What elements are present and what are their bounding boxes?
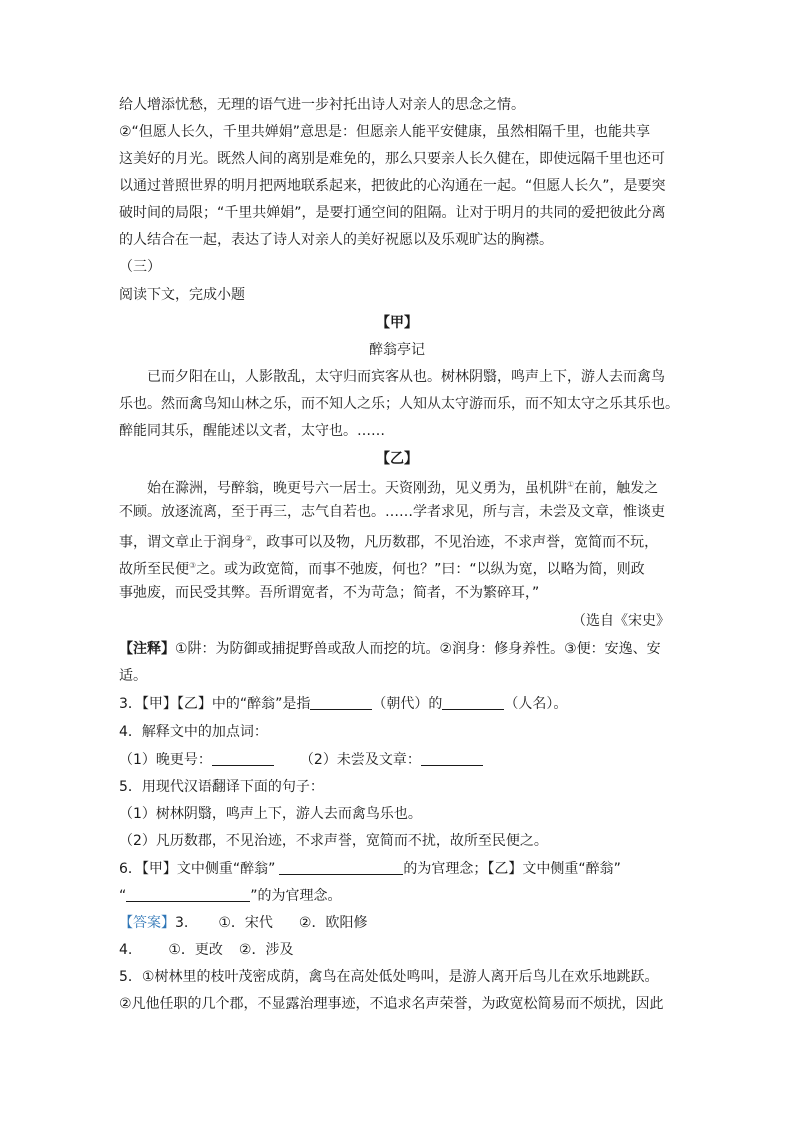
- question-6-cont: “ ”的为官理念。: [119, 888, 342, 904]
- answer-3: 【答案】3. ①．宋代 ②．欧阳修: [119, 915, 368, 931]
- answer-text-line: 这美好的月光。既然人间的离别是难免的，那么只要亲人长久健在，即使远隔千里也还可: [119, 151, 665, 167]
- passage-jia-line: 乐也。然而禽鸟知山林之乐，而不知人之乐；人知从太守游而乐，而不知太守之乐其乐也。: [119, 396, 679, 412]
- passage-yi-line: 事弛废，而民受其弊。吾所谓宽者，不为苛急；简者，不为繁碎耳，”: [119, 585, 540, 601]
- passage-yi-line: 故所至民便③之。或为政宽简，而事不弛废，何也？”曰：“以纵为宽，以略为简，则政: [119, 561, 645, 578]
- notes-label: 【注释】: [119, 641, 175, 657]
- passage-yi-line: 始在滁洲，号醉翁，晚更号六一居士。天资刚劲，见义勇为，虽机阱①在前，触发之: [147, 480, 659, 497]
- answer-blank: [279, 860, 403, 875]
- passage-jia-title: 醉翁亭记: [369, 342, 425, 358]
- passage-yi-line: 不顾。放逐流离，至于再三，志气自若也。……学者求见，所与言，未尝及文章，惟谈吏: [119, 504, 665, 520]
- passage-yi-line: 事，谓文章止于润身②，政事可以及物，凡历数郡，不见治迹，不求声誉，宽简而不玩，: [119, 534, 659, 551]
- footnote-mark: ①: [567, 480, 575, 489]
- answer-text-line: ②“但愿人长久，千里共婵娟”意思是：但愿亲人能平安健康，虽然相隔千里，也能共享: [119, 124, 651, 140]
- answer-blank: [212, 751, 274, 766]
- notes-line: 适。: [119, 668, 147, 684]
- answer-text-line: 给人增添忧愁，无理的语气进一步衬托出诗人对亲人的思念之情。: [119, 97, 525, 113]
- answer-blank: [310, 695, 372, 710]
- footnote-mark: ③: [189, 561, 197, 570]
- question-5-item: （2）凡历数郡，不见治迹，不求声誉，宽简而不扰，故所至民便之。: [119, 833, 548, 849]
- question-4: 4．解释文中的加点词：: [119, 724, 268, 740]
- question-5: 5．用现代汉语翻译下面的句子：: [119, 779, 324, 795]
- answer-5-line: 5．①树林里的枝叶茂密成荫，禽鸟在高处低处鸣叫，是游人离开后鸟儿在欢乐地跳跃。: [119, 969, 659, 985]
- answer-text-line: 的人结合在一起，表达了诗人对亲人的美好祝愿以及乐观旷达的胸襟。: [119, 232, 553, 248]
- passage-jia-line: 醉能同其乐，醒能述以文者，太守也。……: [119, 423, 385, 439]
- footnote-mark: ②: [245, 534, 253, 543]
- question-6: 6．【甲】文中侧重“醉翁” 的为官理念；【乙】文中侧重“醉翁”: [119, 861, 621, 877]
- question-5-item: （1）树林阴翳，鸣声上下，游人去而禽鸟乐也。: [119, 806, 422, 822]
- passage-source: （选自《宋史》: [572, 613, 670, 629]
- passage-jia-line: 已而夕阳在山，人影散乱，太守归而宾客从也。树林阴翳，鸣声上下，游人去而禽鸟: [147, 369, 665, 385]
- answer-text-line: 以通过普照世界的明月把两地联系起来，把彼此的心沟通在一起。“但愿人长久”，是要突: [119, 178, 666, 194]
- answer-4: 4. ①．更改 ②．涉及: [119, 942, 294, 958]
- answer-text-line: 破时间的局限；“千里共婵娟”，是要打通空间的阻隔。让对于明月的共同的爱把彼此分离: [119, 205, 666, 221]
- section-instruction: 阅读下文，完成小题: [119, 287, 245, 303]
- answer-blank: [421, 751, 483, 766]
- passage-yi-label: 【乙】: [376, 451, 418, 467]
- answer-label: 【答案】: [119, 915, 175, 931]
- answer-5-line: ②凡他任职的几个郡，不显露治理事迹，不追求名声荣誉，为政宽松简易而不烦扰，因此: [119, 996, 664, 1012]
- answer-blank: [442, 695, 504, 710]
- question-3: 3．【甲】【乙】中的“醉翁”是指 （朝代）的 （人名）。: [119, 696, 568, 712]
- answer-blank: [126, 887, 250, 902]
- passage-jia-label: 【甲】: [376, 315, 418, 331]
- section-number: （三）: [119, 259, 161, 275]
- question-4-items: （1）晚更号： （2）未尝及文章：: [119, 751, 483, 769]
- notes-line: 【注释】①阱：为防御或捕捉野兽或敌人而挖的坑。②润身：修身养性。③便：安逸、安: [119, 641, 661, 657]
